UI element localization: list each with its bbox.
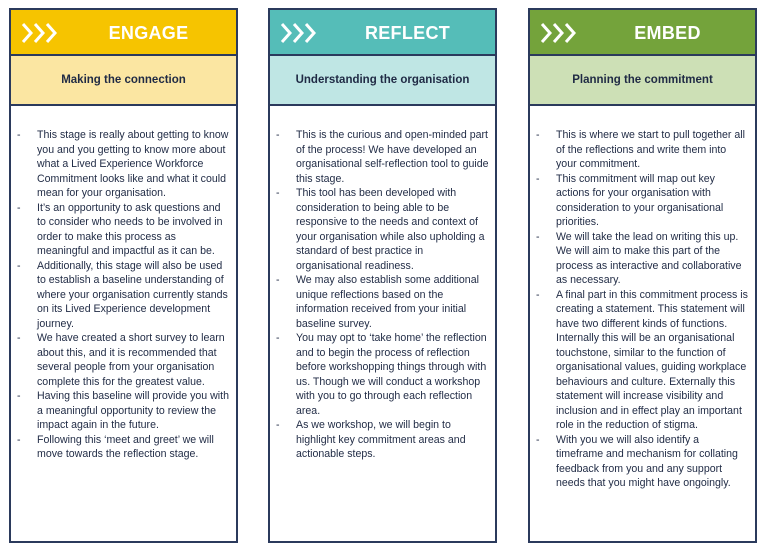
list-item: - It’s an opportunity to ask questions and to consider who needs to be involved in order to make this process as meaningful and impactful as it can be. [17,201,230,259]
triple-chevron-icon [540,22,582,44]
list-item: - Having this baseline will provide you with a meaningful opportunity to review the impact again in the future. [17,389,230,433]
list-item: - This is the curious and open-minded part of the process! We have developed an organisational self-reflection tool to guide this stage. [276,128,489,186]
embed-header [530,10,755,56]
engage-subtitle: Making the connection [11,56,236,106]
list-item: - This commitment will map out key actions for your organisation with consideration to your organisational priorities. [536,172,749,230]
list-item: - This is where we start to pull together all of the reflections and write them into your commitment. [536,128,749,172]
embed-subtitle: Planning the commitment [530,56,755,106]
engage-header [11,10,236,56]
reflect-column [268,8,497,543]
list-item: - With you we will also identify a timeframe and mechanism for collating feedback from you and any support needs that you might have ongoingly. [536,433,749,491]
triple-chevron-icon [21,22,63,44]
list-item: - As we workshop, we will begin to highlight key commitment areas and actionable steps. [276,418,489,462]
triple-chevron-icon [280,22,322,44]
engage-column [9,8,238,543]
list-item: - This tool has been developed with consideration to being able to be responsive to the needs and context of your organisation while also upholding a standard of best practice in organisational readiness. [276,186,489,273]
reflect-header [270,10,495,56]
list-item: - We will take the lead on writing this up. We will aim to make this part of the process as interactive and collaborative as necessary. [536,230,749,288]
list-item: - A final part in this commitment process is creating a statement. This statement will have two different kinds of functions. Internally this will be an organisational touchstone, similar to the function of organisational values, guiding workplace behaviours and culture. Externally this statement will increase visibility and inclusion and in effect play an important role in the reduction of stigma. [536,288,749,433]
list-item: - This stage is really about getting to know you and you getting to know more about what a Lived Experience Workforce Commitment looks like and what it could mean for your organisation. [17,128,230,201]
reflect-title: REFLECT [364,22,451,43]
list-item: - We have created a short survey to learn about this, and it is recommended that several people from your organisation complete this for the greatest value. [17,331,230,389]
list-item: - You may opt to ‘take home’ the reflection and to begin the process of reflection before workshopping things through with us. Though we will conduct a workshop with you to go through each reflection area. [276,331,489,418]
engage-title: ENGAGE [108,22,189,43]
reflect-body [270,106,495,541]
embed-column [528,8,757,543]
embed-title: EMBED [634,22,701,43]
list-item: - Following this ‘meet and greet’ we will move towards the reflection stage. [17,433,230,462]
embed-body [530,106,755,541]
reflect-subtitle: Understanding the organisation [270,56,495,106]
list-item: - We may also establish some additional unique reflections based on the information received from your initial baseline survey. [276,273,489,331]
engage-body [11,106,236,541]
list-item: - Additionally, this stage will also be used to establish a baseline understanding of where your organisation currently stands on its Lived Experience development journey. [17,259,230,332]
